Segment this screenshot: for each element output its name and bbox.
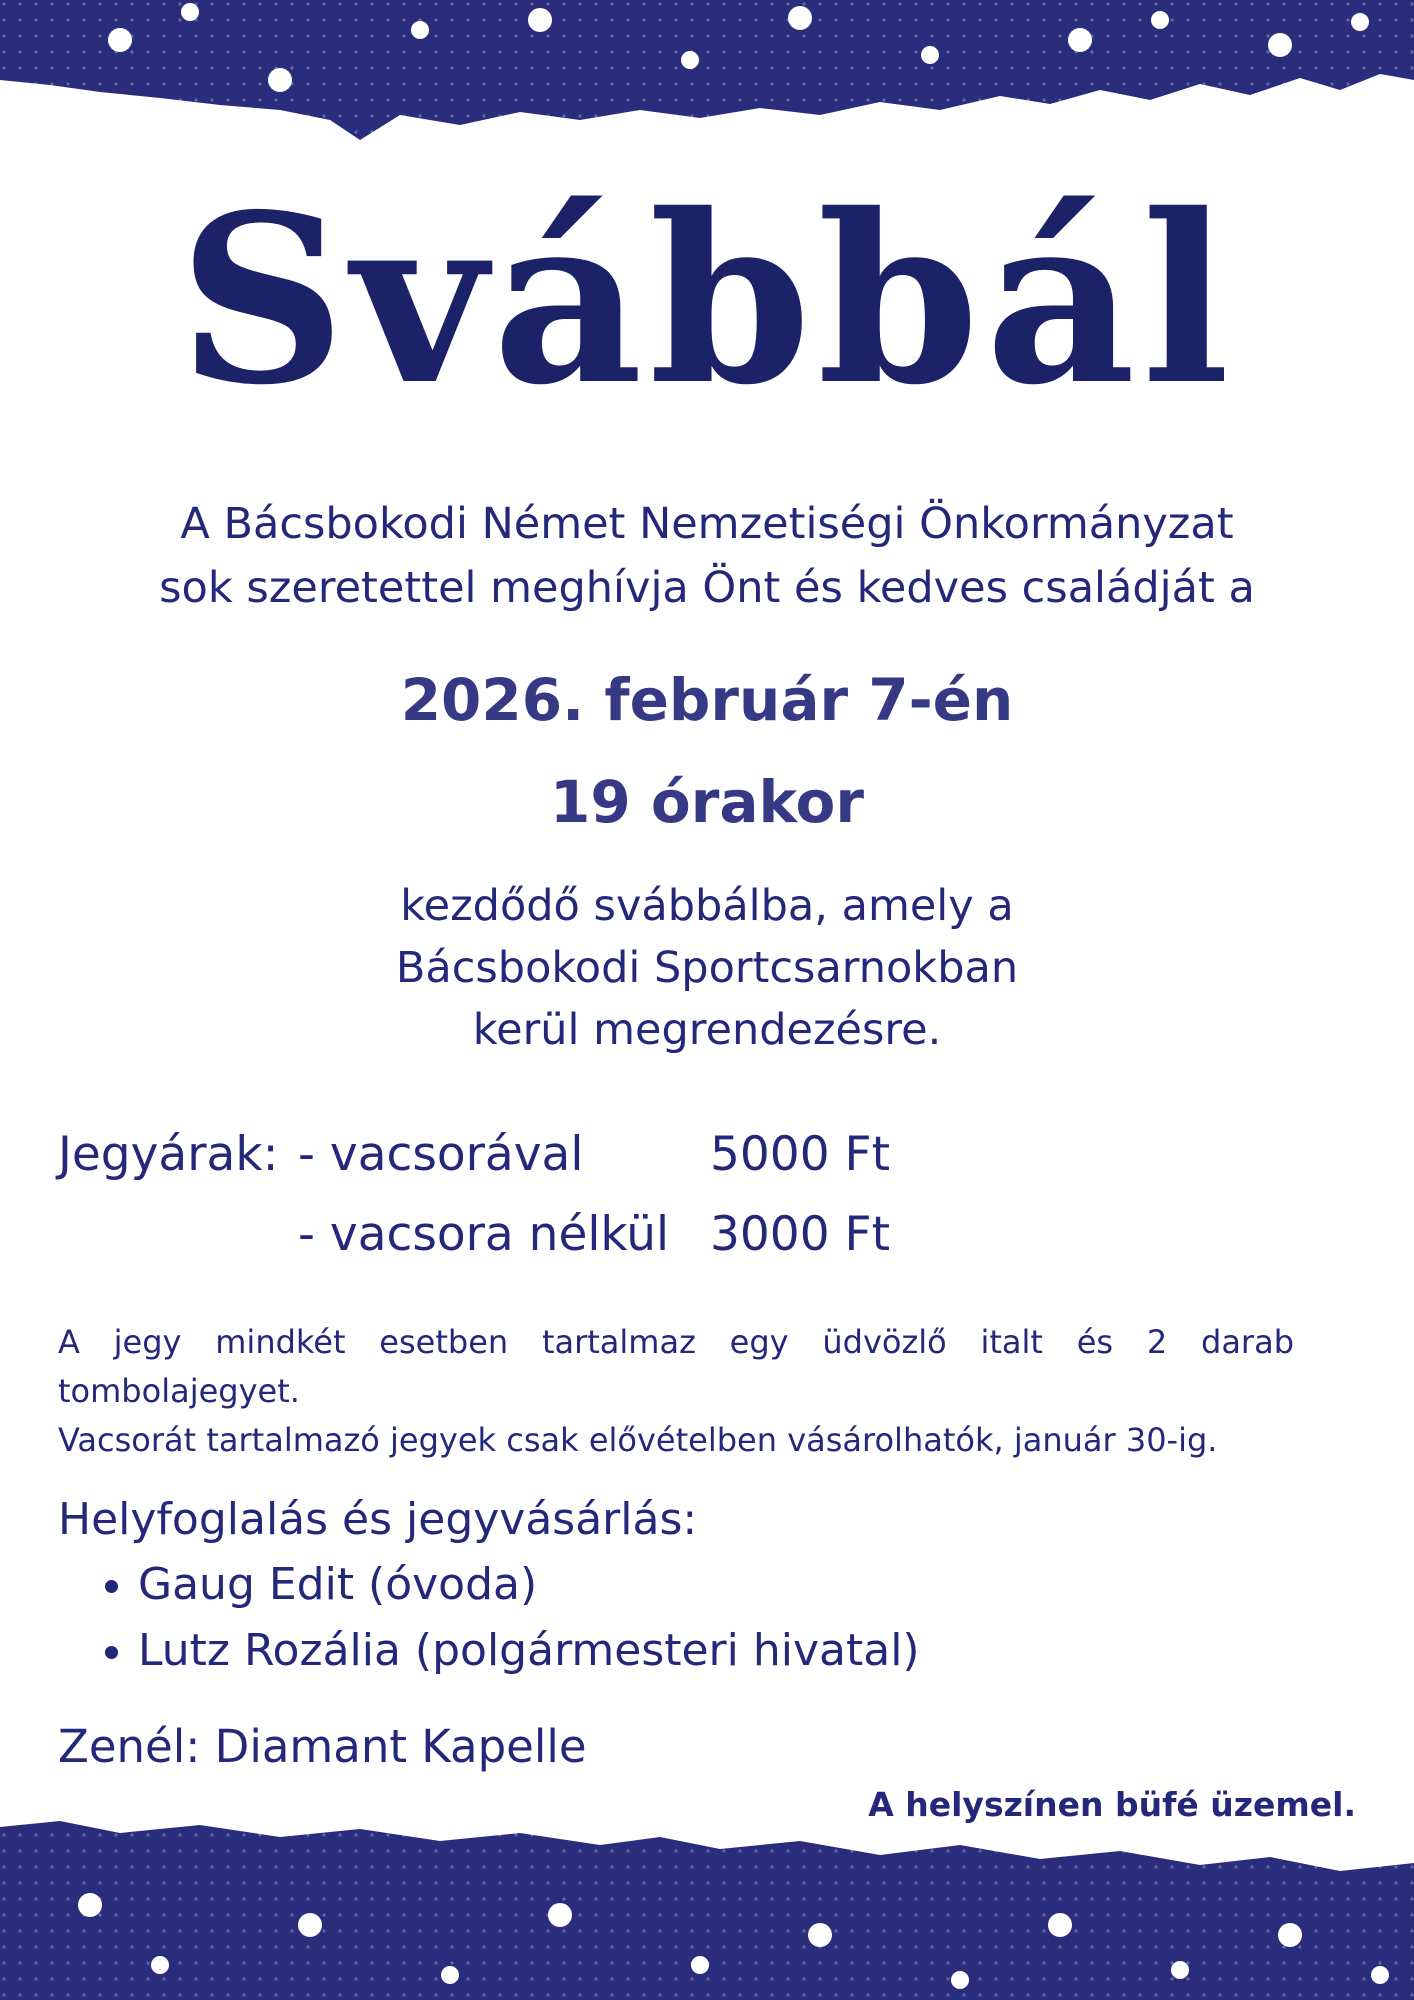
- music-info: Zenél: Diamant Kapelle: [58, 1720, 587, 1773]
- reservation-heading: Helyfoglalás és jegyvásárlás:: [58, 1494, 698, 1545]
- intro-text: [0, 492, 1414, 620]
- ticket-price: 5000 Ft: [710, 1127, 891, 1182]
- venue-line-3: kerül megrendezésre.: [472, 1005, 942, 1055]
- reservation-section: [58, 1488, 920, 1684]
- ticket-option: - vacsorával: [298, 1127, 584, 1182]
- reservation-list: [58, 1552, 920, 1684]
- venue-text: [0, 875, 1414, 1061]
- ticket-note-line-1: A jegy mindkét esetben tartalmaz egy üdvözlő italt és 2 darab tombolajegyet.: [58, 1323, 1294, 1410]
- intro-line-2: sok szeretettel meghívja Önt és kedves családját a: [159, 563, 1255, 613]
- bottom-floral-band: [0, 1815, 1414, 2000]
- top-floral-band: [0, 0, 1414, 150]
- ticket-note: [58, 1318, 1294, 1465]
- buffet-info: A helyszínen büfé üzemel.: [868, 1785, 1356, 1824]
- ticket-option: - vacsora nélkül: [298, 1207, 670, 1262]
- ticket-prices-label: Jegyárak:: [58, 1127, 279, 1182]
- intro-line-1: A Bácsbokodi Német Nemzetiségi Önkormányzat: [180, 499, 1234, 549]
- event-date: 2026. február 7-én: [400, 666, 1014, 734]
- list-item: • Lutz Rozália (polgármesteri hivatal): [138, 1618, 920, 1684]
- event-title: Svábbál: [178, 163, 1236, 436]
- venue-line-1: kezdődő svábbálba, amely a: [400, 881, 1014, 931]
- ticket-note-line-2: Vacsorát tartalmazó jegyek csak elővételben vásárolhatók, január 30-ig.: [58, 1421, 1218, 1459]
- list-item: • Gaug Edit (óvoda): [138, 1552, 920, 1618]
- venue-line-2: Bácsbokodi Sportcsarnokban: [395, 943, 1019, 993]
- ticket-price: 3000 Ft: [710, 1207, 891, 1262]
- event-time: 19 órakor: [550, 768, 864, 836]
